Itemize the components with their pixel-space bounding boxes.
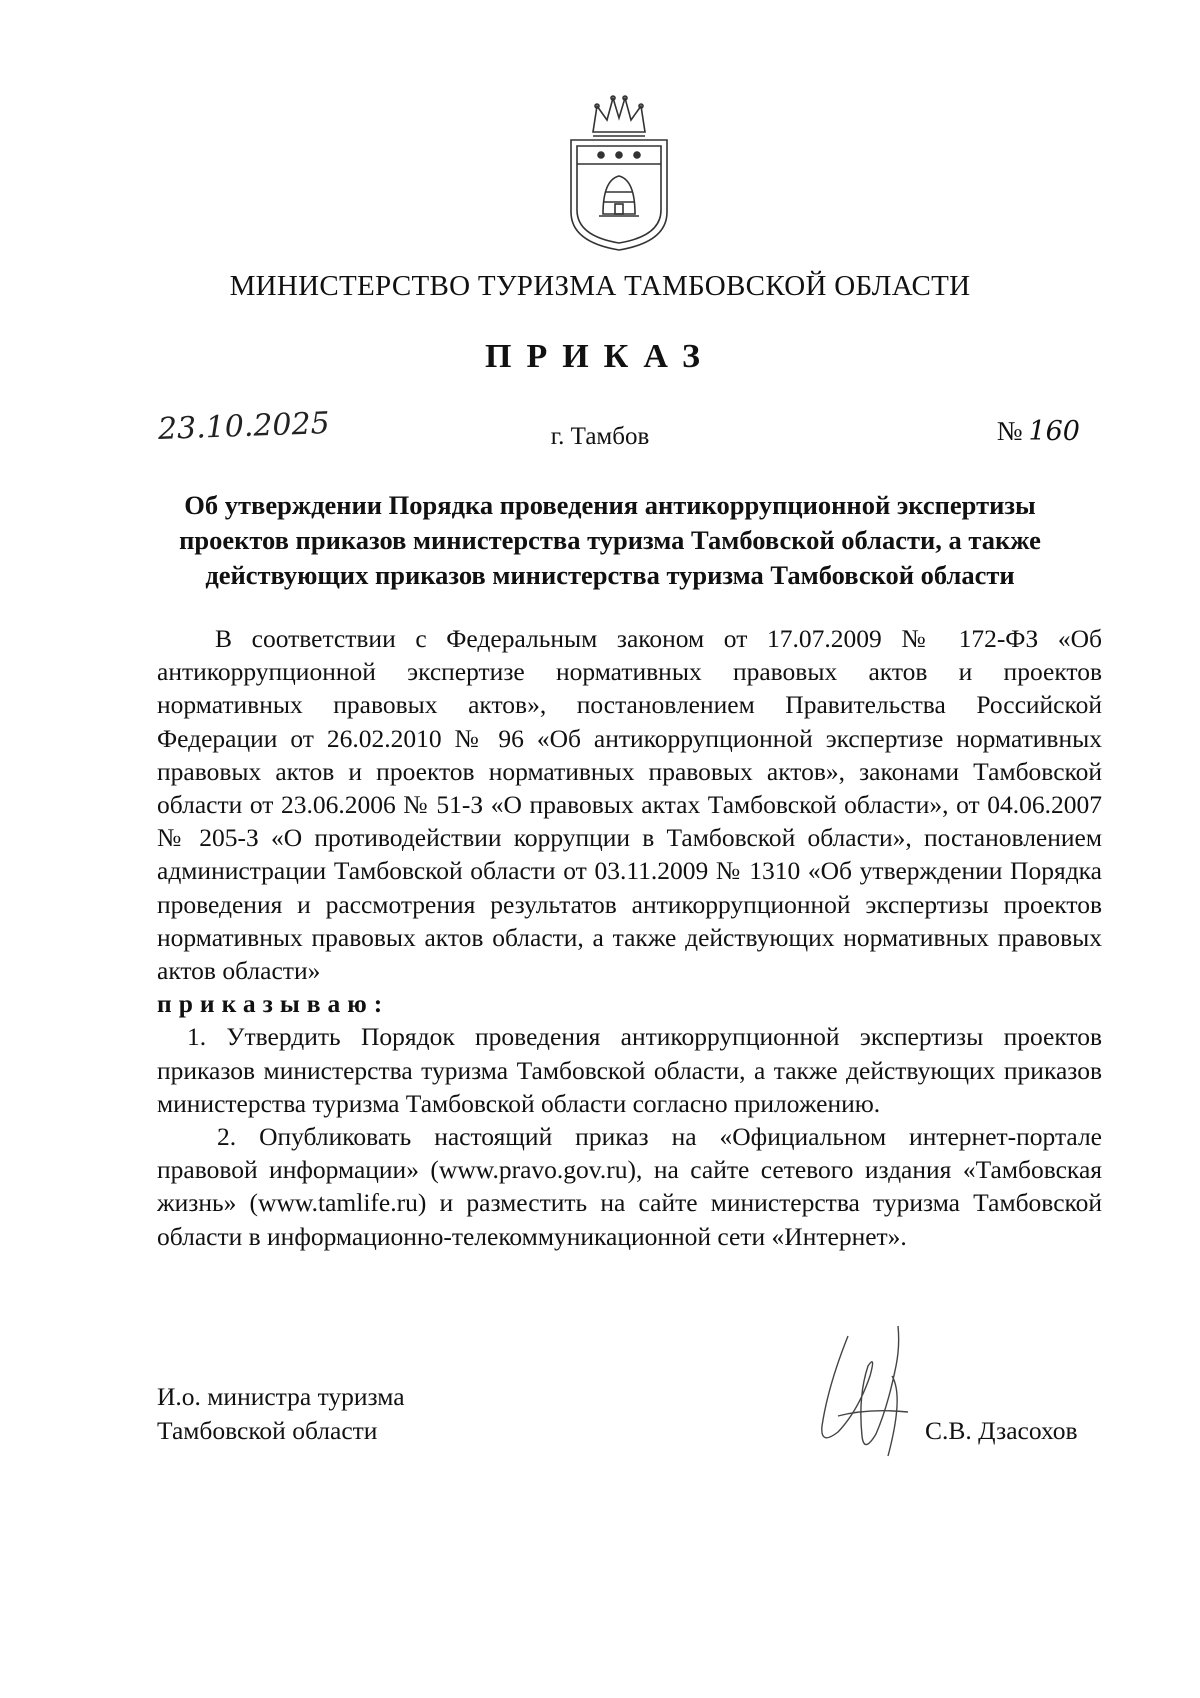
order-number — [997, 416, 1080, 447]
order-number-value: 160 — [1028, 416, 1080, 447]
order-number-prefix: № — [996, 416, 1023, 446]
signatory-position-line1: И.о. министра туризма — [157, 1382, 405, 1411]
order-date: 23.10.2025 — [157, 406, 331, 447]
order-item-1: 1. Утвердить Порядок проведения антикоррупционной экспертизы проектов приказов министерства туризма Тамбовской области, а также действующих приказов министерства туризма Тамбовской области согласно приложению. — [157, 1022, 1102, 1118]
signatory-position-line2: Тамбовской области — [157, 1416, 378, 1445]
signatory-name: С.В. Дзасохов — [925, 1416, 1078, 1445]
signatory-position — [157, 1380, 405, 1448]
document-type-title: ПРИКАЗ — [485, 338, 715, 375]
coat-of-arms-emblem — [563, 92, 675, 254]
order-body — [157, 622, 1102, 1253]
order-item-2: 2. Опубликовать настоящий приказ на «Официальном интернет-портале правовой информации» (www.pravo.gov.ru), на сайте сетевого издания «Тамбовская жизнь» (www.tamlife.ru) и разместить на сайте министерства туризма Тамбовской области в информационно-телекоммуникационной сети «Интернет». — [157, 1122, 1102, 1251]
order-title: Об утверждении Порядка проведения антикоррупционной экспертизы проектов приказов министерства туризма Тамбовской области, а также действующих приказов министерства туризма Тамбовской области — [179, 490, 1041, 590]
preamble-paragraph: В соответствии с Федеральным законом от 17.07.2009 № 172-ФЗ «Об антикоррупционной экспертизе нормативных правовых актов и проектов нормативных правовых актов», постановлением Правительства Российской Федерации от 26.02.2010 № 96 «Об антикоррупционной экспертизе нормативных правовых актов и проектов нормативных правовых актов», законами Тамбовской области от 23.06.2006 № 51-З «О правовых актах Тамбовской области», от 04.06.2007 № 205-З «О противодействии коррупции в Тамбовской области», постановлением администрации Тамбовской области от 03.11.2009 № 1310 «Об утверждении Порядка проведения и рассмотрения результатов антикоррупционной экспертизы проектов нормативных правовых актов области, а также действующих нормативных правовых актов области» — [157, 624, 1102, 986]
order-verb: приказываю: — [157, 989, 390, 1019]
order-city: г. Тамбов — [550, 423, 650, 450]
ministry-name: МИНИСТЕРСТВО ТУРИЗМА ТАМБОВСКОЙ ОБЛАСТИ — [229, 270, 971, 302]
